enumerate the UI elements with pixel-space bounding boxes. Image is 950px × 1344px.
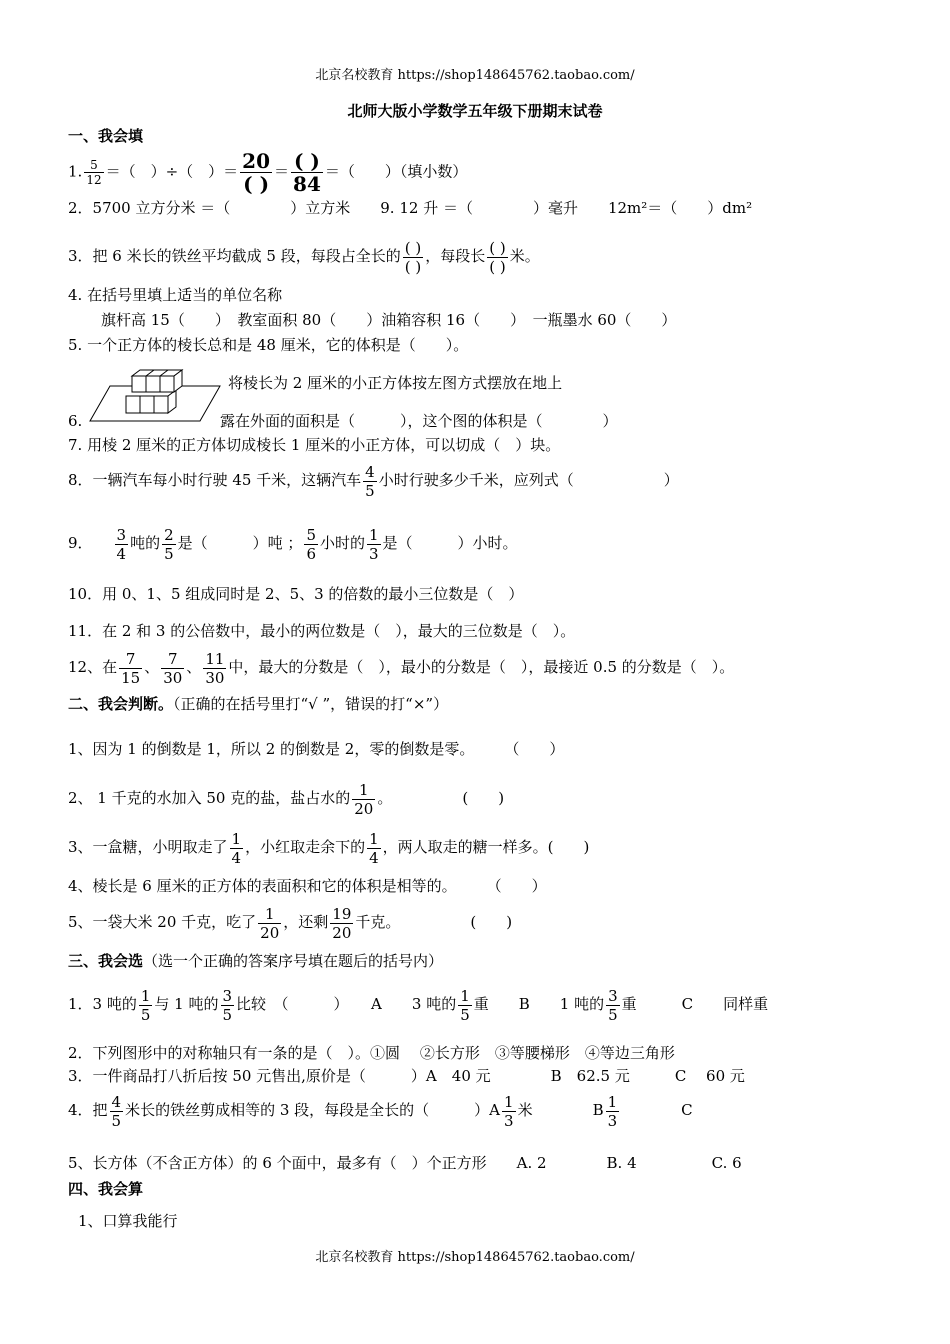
question-4-1: 1、口算我能行 [78,1212,178,1230]
fraction: $\frac{1}{4}$ [369,829,379,867]
question-2-1: 1、因为 1 的倒数是 1，所以 2 的倒数是 2，零的倒数是零。 （ ） [68,740,565,758]
fraction: $\frac{5}{6}$ [306,525,316,563]
question-1-5: 5. 一个正方体的棱长总和是 48 厘米，它的体积是（ ）。 [68,336,469,354]
fraction: 20 ( ) [242,149,271,196]
question-2-4: 4、棱长是 6 厘米的正方体的表面积和它的体积是相等的。 （ ） [68,877,547,895]
fraction: $\frac{1}{3}$ [607,1092,618,1130]
fraction: ( ) ( ) [489,238,506,276]
question-1-4: 4. 在括号里填上适当的单位名称 [68,286,283,304]
fraction: $\frac{1}{4}$ [231,829,242,867]
question-1-9: 9． $\frac{3}{4}$ 吨的 $\frac{2}{5}$ 是（ ）吨 ； $\frac{5}{6}$ 小时的 $\frac{1}{3}$ 是（ ）小时。 [68,525,518,563]
page-title: 北师大版小学数学五年级下册期末试卷 [347,102,603,120]
fraction: $\frac{1}{20}$ [260,904,280,942]
section-2-heading: 二、我会判断。（正确的在括号里打“√ ”，错误的打“×”） [68,695,449,713]
fraction: $\frac{3}{5}$ [608,986,618,1024]
question-3-5: 5、长方体（不含正方体）的 6 个面中，最多有（ ）个正方形 A. 2 B. 4 C. 6 [68,1154,742,1172]
section-1-heading: 一、我会填 [68,127,144,145]
question-3-2: 2．下列图形中的对称轴只有一条的是（ ）。①圆 ②长方形 ③等腰梯形 ④等边三角形 [68,1044,675,1062]
section-4-heading: 四、我会算 [68,1180,144,1198]
question-1-12: 12、在 $\frac{7}{15}$ 、 $\frac{7}{30}$ 、 $\frac{11}{30}$ 中，最大的分数是（ ），最小的分数是（ ），最接近 0.5 的分数是（ ）。 [68,649,735,687]
fraction: $\frac{7}{30}$ [163,649,183,687]
question-1-1: 1. $\frac{5}{12}$ ＝（ ）÷（ ）＝ 20 ( ) ＝ ( ) 84 ＝（ ）（填小数） [68,149,468,196]
question-1-4-items: 旗杆高 15（ ） 教室面积 80（ ）油箱容积 16（ ） 一瓶墨水 60（ ） [101,311,677,329]
fraction: $\frac{5}{12}$ [86,158,102,187]
fraction: ( ) 84 [293,149,321,196]
fraction: $\frac{3}{5}$ [222,986,233,1024]
question-2-2: 2、 1 千克的水加入 50 克的盐，盐占水的 $\frac{1}{20}$ 。 ( ) [68,780,505,818]
question-3-1: 1．3 吨的 $\frac{1}{5}$ 与 1 吨的 $\frac{3}{5}$ 比较 （ ） A 3 吨的 $\frac{1}{5}$ 重 B 1 吨的 $\frac{3}{5}$ 重 C 同样重 [68,986,769,1024]
question-1-10: 10．用 0、1、5 组成同时是 2、5、3 的倍数的最小三位数是（ ） [68,585,524,603]
question-2-3: 3、一盒糖，小明取走了 $\frac{1}{4}$ ，小红取走余下的 $\frac{1}{4}$ ，两人取走的糖一样多。( ) [68,829,590,867]
fraction: $\frac{11}{30}$ [205,649,225,687]
question-1-7: 7. 用棱 2 厘米的正方体切成棱长 1 厘米的小正方体，可以切成（ ）块。 [68,436,561,454]
question-3-4: 4．把 $\frac{4}{5}$ 米长的铁丝剪成相等的 3 段，每段是全长的（ ）A $\frac{1}{3}$ 米 B $\frac{1}{3}$ C [68,1092,693,1130]
section-3-heading: 三、我会选（选一个正确的答案序号填在题后的括号内） [68,952,444,970]
fraction: $\frac{1}{3}$ [504,1092,514,1130]
question-1-8: 8．一辆汽车每小时行驶 45 千米，这辆汽车 $\frac{4}{5}$ 小时行驶多少千米，应列式（ ） [68,462,679,500]
question-2-5: 5、一袋大米 20 千克，吃了 $\frac{1}{20}$ ，还剩 $\frac{19}{20}$ 千克。 ( ) [68,904,513,942]
fraction: $\frac{3}{4}$ [116,525,127,563]
page-footer: 北京名校教育 https://shop148645762.taobao.com/ [315,1250,635,1265]
fraction: $\frac{4}{5}$ [111,1092,122,1130]
fraction: $\frac{2}{5}$ [164,525,174,563]
fraction: ( ) ( ) [404,238,422,276]
fraction: $\frac{1}{5}$ [460,986,470,1024]
question-1-6-line2: 露在外面的面积是（ ），这个图的体积是（ ） [220,412,618,430]
question-1-11: 11．在 2 和 3 的公倍数中，最小的两位数是（ ），最大的三位数是（ ）。 [68,622,576,640]
fraction: $\frac{4}{5}$ [365,462,375,500]
fraction: $\frac{1}{5}$ [140,986,151,1024]
question-3-3: 3．一件商品打八折后按 50 元售出,原价是（ ）A 40 元 B 62.5 元 C 60 元 [68,1067,745,1085]
fraction: $\frac{7}{15}$ [121,649,141,687]
question-1-6-number: 6. [68,412,83,430]
fraction: $\frac{19}{20}$ [332,904,352,942]
cube-stack-figure [88,366,223,426]
question-1-2: 2．5700 立方分米 ＝（ ）立方米 9. 12 升 ＝（ ）毫升 12m²＝（ ）dm² [68,199,753,217]
fraction: $\frac{1}{20}$ [354,780,374,818]
page-header: 北京名校教育 https://shop148645762.taobao.com/ [315,68,635,83]
question-1-3: 3．把 6 米长的铁丝平均截成 5 段，每段占全长的 ( ) ( ) ，每段长 ( ) ( ) 米。 [68,238,540,276]
question-1-6-line1: 将棱长为 2 厘米的小正方体按左图方式摆放在地上 [228,374,563,392]
fraction: $\frac{1}{3}$ [369,525,379,563]
